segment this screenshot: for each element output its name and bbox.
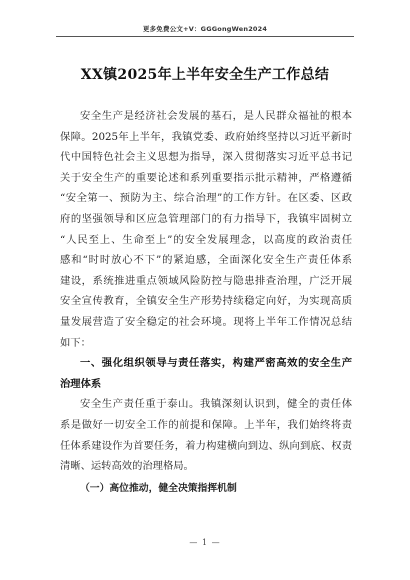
document-body [60, 106, 352, 499]
document-title: XX镇2025年上半年安全生产工作总结 [80, 67, 330, 83]
subsection-heading: （一）高位推动，健全决策指挥机制 [80, 482, 237, 494]
paragraph-line: 安全生产责任重于泰山。我镇深刻认识到，健全的责任体 [80, 398, 352, 411]
paragraph-line: 系是做好一切安全工作的前提和保障。上半年，我们始终将责 [60, 418, 352, 431]
paragraph-line: 安全生产是经济社会发展的基石，是人民群众福祉的根本 [80, 110, 352, 122]
paragraph-line: 量发展营造了安全稳定的社会环境。现将上半年工作情况总结 [60, 315, 352, 328]
paragraph-line: 任体系建设作为首要任务，着力构建横向到边、纵向到底、权责 [60, 439, 352, 452]
paragraph-line: 感和“时时放心不下”的紧迫感，全面深化安全生产责任体系 [60, 254, 352, 267]
paragraph-line: 如下： [60, 336, 91, 349]
paragraph-line: 清晰、运转高效的治理格局。 [60, 460, 194, 473]
paragraph-line: 建设，系统推进重点领域风险防控与隐患排查治理，广泛开展 [60, 274, 352, 287]
paragraph-line: 关于安全生产的重要论述和系列重要指示批示精神，严格遵循 [60, 171, 352, 184]
paragraph-line: “人民至上、生命至上”的安全发展理念，以高度的政治责任 [60, 233, 352, 246]
section-heading-line: 一、强化组织领导与责任落实，构建严密高效的安全生产 [80, 357, 352, 370]
paragraph-line: 保障。2025年上半年，我镇党委、政府始终坚持以习近平新时 [60, 130, 352, 143]
section-heading-line: 治理体系 [60, 377, 102, 390]
paragraph-line: “安全第一、预防为主、综合治理”的工作方针。在区委、区政 [60, 192, 352, 205]
paragraph-line: 安全宣传教育，全镇安全生产形势持续稳定向好，为实现高质 [60, 295, 352, 308]
header-divider [56, 36, 354, 37]
paragraph-line: 代中国特色社会主义思想为指导，深入贯彻落实习近平总书记 [60, 151, 352, 164]
header-note: 更多免费公文+V：GGGongWen2024 [142, 25, 268, 33]
paragraph-line: 府的坚强领导和区应急管理部门的有力指导下，我镇牢固树立 [60, 212, 352, 225]
page-number: — 1 — [189, 538, 221, 547]
